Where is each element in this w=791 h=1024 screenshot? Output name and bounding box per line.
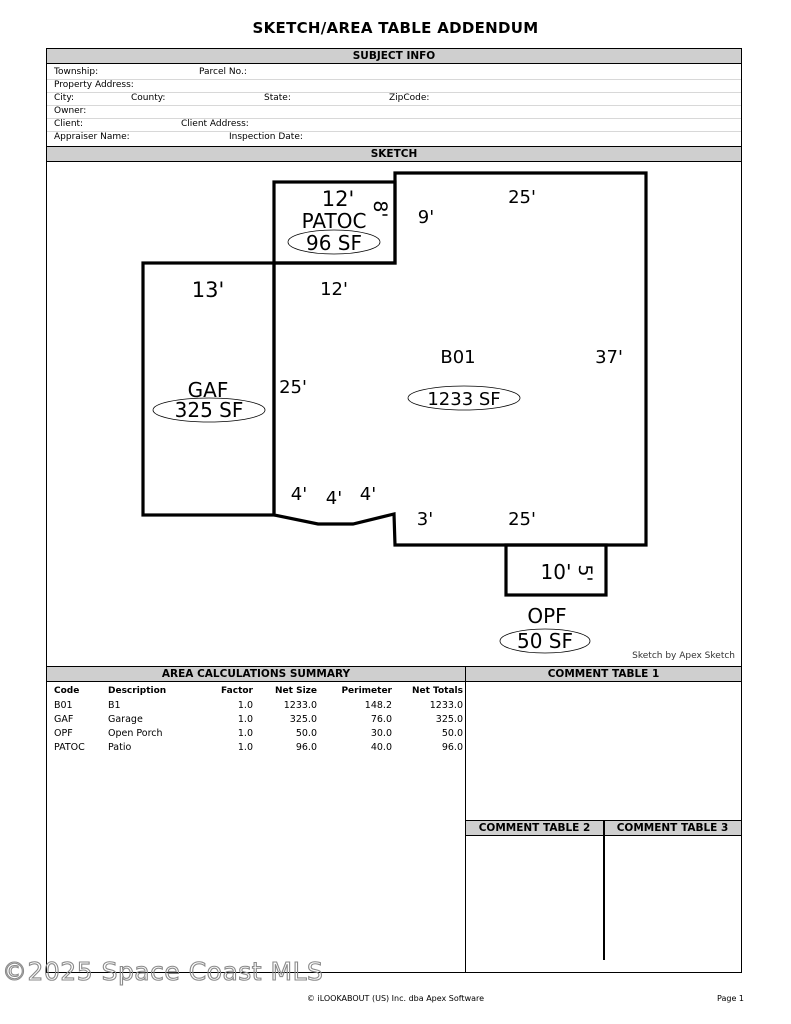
gaf-code: GAF bbox=[187, 378, 229, 402]
cell-factor: 1.0 bbox=[237, 728, 253, 739]
cell-net-size: 325.0 bbox=[289, 714, 317, 725]
cell-perimeter: 30.0 bbox=[370, 728, 392, 739]
table-row bbox=[53, 727, 463, 741]
dim-step: 3' bbox=[416, 509, 434, 530]
client-address-label: Client Address: bbox=[181, 119, 249, 129]
info-row-appraiser bbox=[47, 131, 741, 144]
cell-net-size: 96.0 bbox=[295, 742, 317, 753]
dim-b01-left-top: 9' bbox=[417, 207, 435, 228]
info-row-address bbox=[47, 79, 741, 93]
comment-column-divider bbox=[603, 821, 605, 960]
table-row bbox=[53, 741, 463, 755]
b01-code: B01 bbox=[440, 347, 476, 368]
dim-b01-top: 25' bbox=[508, 187, 536, 208]
dim-patoc-top: 12' bbox=[321, 187, 355, 211]
opf-code: OPF bbox=[527, 604, 567, 628]
comment-table-1-header: COMMENT TABLE 1 bbox=[466, 667, 741, 682]
info-row-township bbox=[47, 66, 741, 80]
b01-sf: 1233 SF bbox=[427, 389, 501, 410]
cell-description: B1 bbox=[108, 700, 121, 711]
dim-b01-left: 25' bbox=[279, 377, 307, 398]
info-row-client bbox=[47, 118, 741, 132]
cell-perimeter: 40.0 bbox=[370, 742, 392, 753]
mls-watermark: ©2025 Space Coast MLS bbox=[2, 957, 324, 986]
sketch-header: SKETCH bbox=[47, 146, 741, 162]
sketch-area bbox=[47, 162, 741, 666]
page-number: Page 1 bbox=[717, 994, 744, 1003]
cell-code: PATOC bbox=[54, 742, 85, 753]
city-label: City: bbox=[54, 93, 75, 103]
dim-b01-right: 37' bbox=[595, 347, 623, 368]
page-title: SKETCH/AREA TABLE ADDENDUM bbox=[252, 19, 539, 37]
township-label: Township: bbox=[54, 67, 99, 77]
col-net-totals: Net Totals bbox=[411, 686, 463, 696]
dim-angle-left: 4' bbox=[290, 484, 308, 505]
comment-table-3-header: COMMENT TABLE 3 bbox=[604, 821, 741, 836]
info-row-city bbox=[47, 92, 741, 106]
dim-angle-right: 4' bbox=[359, 484, 377, 505]
zipcode-label: ZipCode: bbox=[389, 93, 430, 103]
inspection-date-label: Inspection Date: bbox=[229, 132, 303, 142]
cell-description: Garage bbox=[108, 714, 143, 725]
cell-code: B01 bbox=[54, 700, 73, 711]
table-row bbox=[53, 713, 463, 727]
cell-net-total: 1233.0 bbox=[429, 700, 463, 711]
cell-code: OPF bbox=[54, 728, 73, 739]
patoc-code: PATOC bbox=[301, 209, 367, 233]
cell-perimeter: 76.0 bbox=[370, 714, 392, 725]
parcel-label: Parcel No.: bbox=[199, 67, 247, 77]
dim-gaf-top: 13' bbox=[191, 278, 225, 302]
comment-tables bbox=[466, 666, 741, 973]
addendum-frame bbox=[46, 48, 742, 973]
owner-label: Owner: bbox=[54, 106, 87, 116]
cell-net-total: 96.0 bbox=[441, 742, 463, 753]
area-summary-header: AREA CALCULATIONS SUMMARY bbox=[47, 667, 465, 682]
col-net-size: Net Size bbox=[275, 686, 317, 696]
patoc-sf: 96 SF bbox=[305, 231, 363, 255]
comment-table-2-header: COMMENT TABLE 2 bbox=[466, 821, 603, 836]
cell-code: GAF bbox=[54, 714, 74, 725]
cell-perimeter: 148.2 bbox=[364, 700, 392, 711]
cell-net-size: 1233.0 bbox=[283, 700, 317, 711]
cell-factor: 1.0 bbox=[237, 700, 253, 711]
area-calculations-summary bbox=[47, 666, 466, 973]
cell-factor: 1.0 bbox=[237, 742, 253, 753]
area-summary-table bbox=[53, 685, 463, 755]
cell-description: Patio bbox=[108, 742, 132, 753]
subject-info-header: SUBJECT INFO bbox=[47, 49, 741, 64]
property-address-label: Property Address: bbox=[54, 80, 134, 90]
info-row-owner bbox=[47, 105, 741, 119]
dim-opf-width: 10' bbox=[540, 560, 572, 584]
footer-copyright: © iLOOKABOUT (US) Inc. dba Apex Software bbox=[306, 994, 485, 1003]
appraiser-name-label: Appraiser Name: bbox=[54, 132, 130, 142]
cell-net-total: 50.0 bbox=[441, 728, 463, 739]
col-perimeter: Perimeter bbox=[341, 686, 392, 696]
floor-plan-sketch bbox=[47, 162, 741, 666]
dim-angle-mid: 4' bbox=[325, 488, 343, 509]
gaf-sf: 325 SF bbox=[174, 398, 244, 422]
state-label: State: bbox=[264, 93, 291, 103]
dim-b01-bottom: 25' bbox=[508, 509, 536, 530]
dim-opf-depth: 5' bbox=[574, 564, 596, 582]
cell-net-total: 325.0 bbox=[435, 714, 463, 725]
client-label: Client: bbox=[54, 119, 84, 129]
dim-patoc-side: 8' bbox=[369, 200, 391, 218]
county-label: County: bbox=[131, 93, 166, 103]
col-description: Description bbox=[108, 686, 167, 696]
cell-net-size: 50.0 bbox=[295, 728, 317, 739]
sketch-credit: Sketch by Apex Sketch bbox=[632, 651, 735, 661]
cell-description: Open Porch bbox=[108, 728, 163, 739]
cell-factor: 1.0 bbox=[237, 714, 253, 725]
opf-sf: 50 SF bbox=[516, 629, 574, 653]
col-code: Code bbox=[54, 686, 80, 696]
dim-b01-upper: 12' bbox=[320, 279, 348, 300]
table-header-row bbox=[53, 685, 463, 699]
col-factor: Factor bbox=[221, 686, 253, 696]
table-row bbox=[53, 699, 463, 713]
